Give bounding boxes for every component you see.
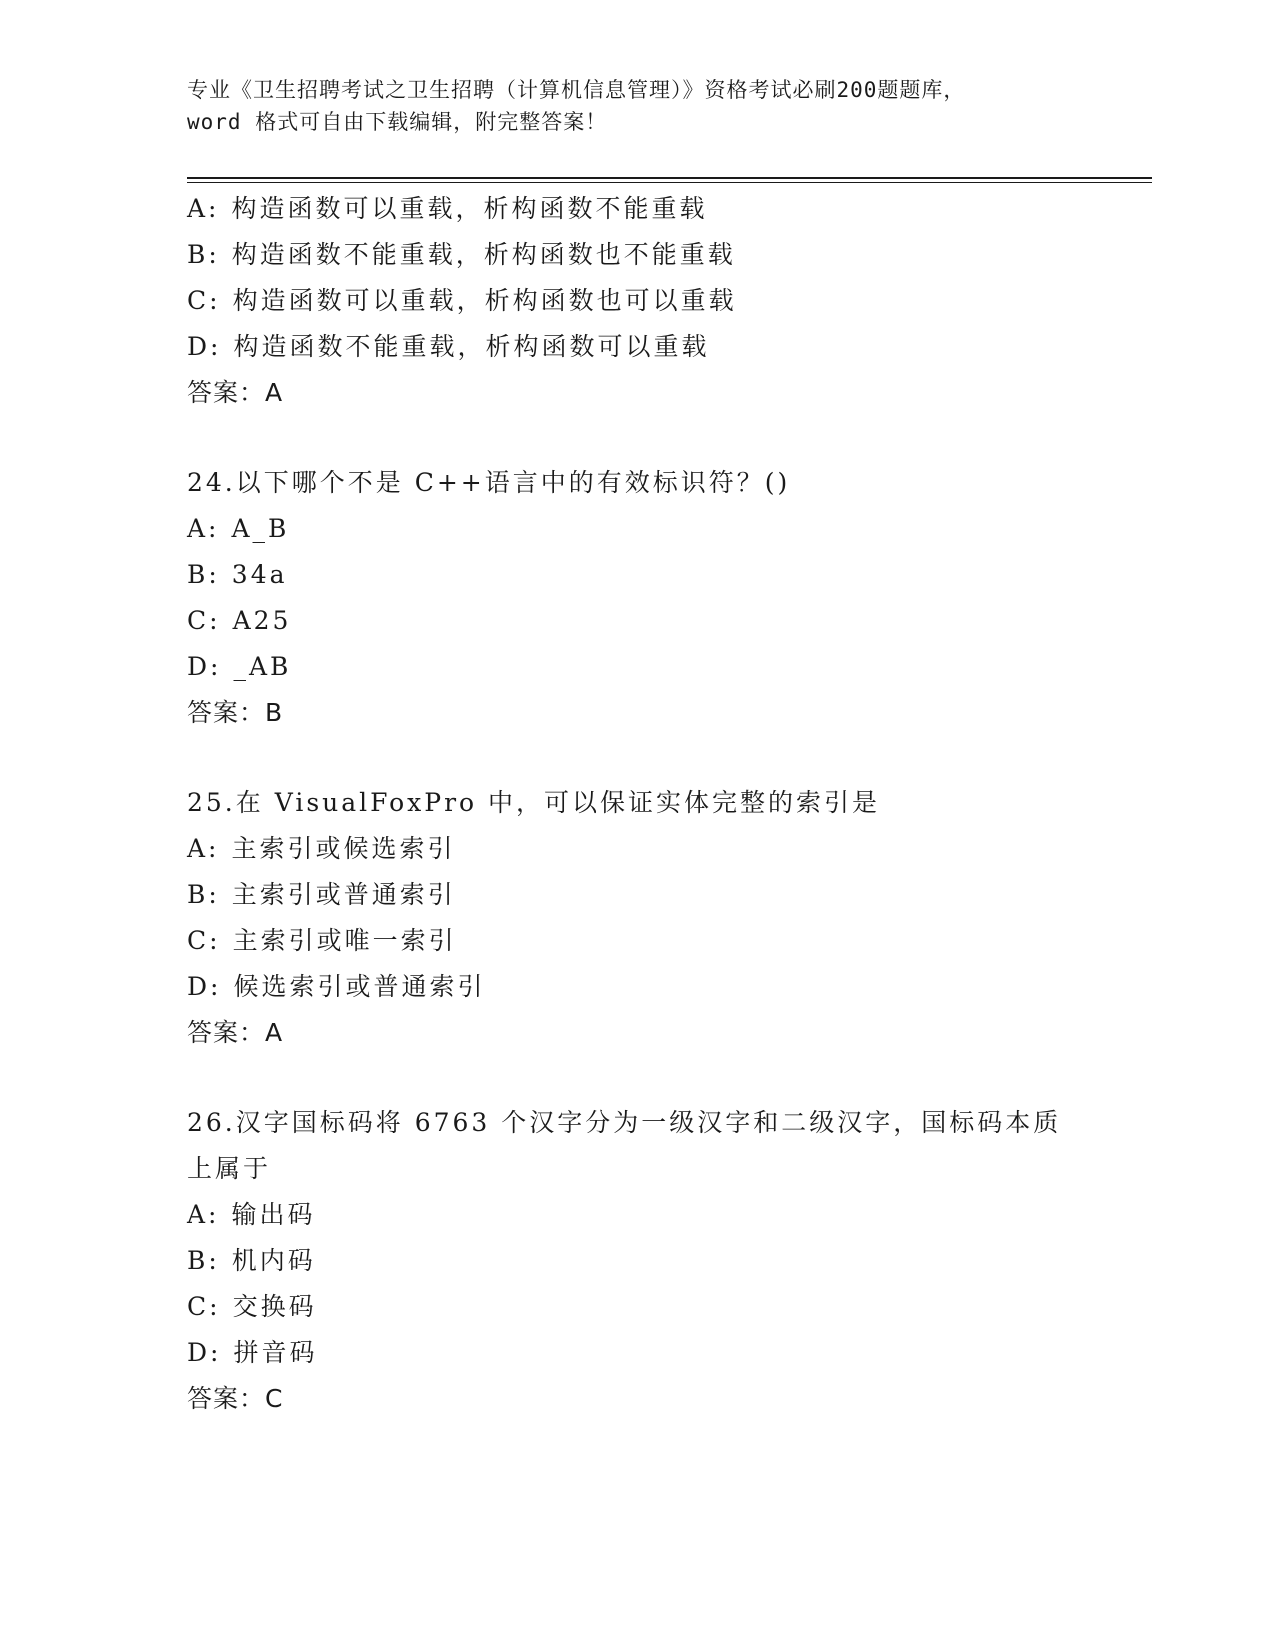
question-number: 26.	[187, 1108, 236, 1137]
question-stem	[187, 1100, 1107, 1146]
question-26	[187, 1100, 1107, 1422]
option-label: A:	[187, 514, 220, 543]
header-title-line-2: word 格式可自由下载编辑，附完整答案！	[187, 110, 608, 134]
question-text-continued: 上属于	[187, 1154, 272, 1183]
option-text: 构造函数可以重载，析构函数也可以重载	[232, 286, 737, 315]
question-number: 24.	[187, 468, 236, 497]
option-text: 主索引或普通索引	[231, 880, 456, 909]
header-divider-thick	[187, 177, 1152, 179]
option-d	[187, 324, 1107, 370]
question-25	[187, 780, 1107, 1056]
option-text: 34a	[231, 560, 288, 589]
option-label: C:	[187, 606, 221, 635]
document-header	[187, 74, 1087, 138]
question-number: 25.	[187, 788, 236, 817]
option-c	[187, 1284, 1107, 1330]
option-text: 主索引或候选索引	[231, 834, 456, 863]
option-label: D:	[187, 652, 222, 681]
question-stem	[187, 460, 1107, 506]
option-b	[187, 1238, 1107, 1284]
option-b	[187, 232, 1107, 278]
spacer	[187, 416, 1107, 460]
spacer	[187, 736, 1107, 780]
option-label: C:	[187, 286, 221, 315]
answer-line: 答案：A	[187, 378, 284, 407]
header-title-line-1: 专业《卫生招聘考试之卫生招聘（计算机信息管理）》资格考试必刷200题题库，	[187, 78, 966, 102]
option-text: A25	[232, 606, 292, 635]
option-label: C:	[187, 926, 221, 955]
option-d	[187, 1330, 1107, 1376]
option-b	[187, 872, 1107, 918]
option-label: B:	[187, 560, 220, 589]
question-text: 以下哪个不是 C++语言中的有效标识符？()	[235, 468, 791, 497]
question-24	[187, 460, 1107, 736]
option-c	[187, 598, 1107, 644]
answer-line: 答案：A	[187, 1018, 284, 1047]
option-text: 候选索引或普通索引	[233, 972, 486, 1001]
option-label: A:	[187, 834, 220, 863]
option-label: B:	[187, 880, 220, 909]
question-list	[187, 186, 1107, 1422]
option-b	[187, 552, 1107, 598]
option-label: B:	[187, 1246, 220, 1275]
option-text: A_B	[231, 514, 290, 543]
option-c	[187, 918, 1107, 964]
option-a	[187, 826, 1107, 872]
option-label: A:	[187, 1200, 220, 1229]
question-stem	[187, 780, 1107, 826]
option-d	[187, 644, 1107, 690]
option-label: D:	[187, 332, 222, 361]
option-label: D:	[187, 1338, 222, 1367]
answer-line: 答案：B	[187, 698, 284, 727]
option-a	[187, 186, 1107, 232]
option-text: 构造函数不能重载，析构函数可以重载	[233, 332, 710, 361]
option-text: 主索引或唯一索引	[232, 926, 457, 955]
option-label: A:	[187, 194, 220, 223]
spacer	[187, 1056, 1107, 1100]
option-label: D:	[187, 972, 222, 1001]
answer-line: 答案：C	[187, 1384, 284, 1413]
option-text: 机内码	[231, 1246, 316, 1275]
option-text: 拼音码	[233, 1338, 318, 1367]
option-a	[187, 506, 1107, 552]
question-text: 在 VisualFoxPro 中，可以保证实体完整的索引是	[235, 788, 881, 817]
option-a	[187, 1192, 1107, 1238]
option-c	[187, 278, 1107, 324]
option-label: C:	[187, 1292, 221, 1321]
option-label: B:	[187, 240, 220, 269]
header-divider-thin	[187, 182, 1152, 183]
option-text: 构造函数可以重载，析构函数不能重载	[231, 194, 708, 223]
question-text: 汉字国标码将 6763 个汉字分为一级汉字和二级汉字，国标码本质	[235, 1108, 1062, 1137]
question-23-partial	[187, 186, 1107, 416]
option-text: 交换码	[232, 1292, 317, 1321]
option-d	[187, 964, 1107, 1010]
option-text: 构造函数不能重载，析构函数也不能重载	[231, 240, 736, 269]
option-text: 输出码	[231, 1200, 316, 1229]
option-text: _AB	[233, 652, 292, 681]
